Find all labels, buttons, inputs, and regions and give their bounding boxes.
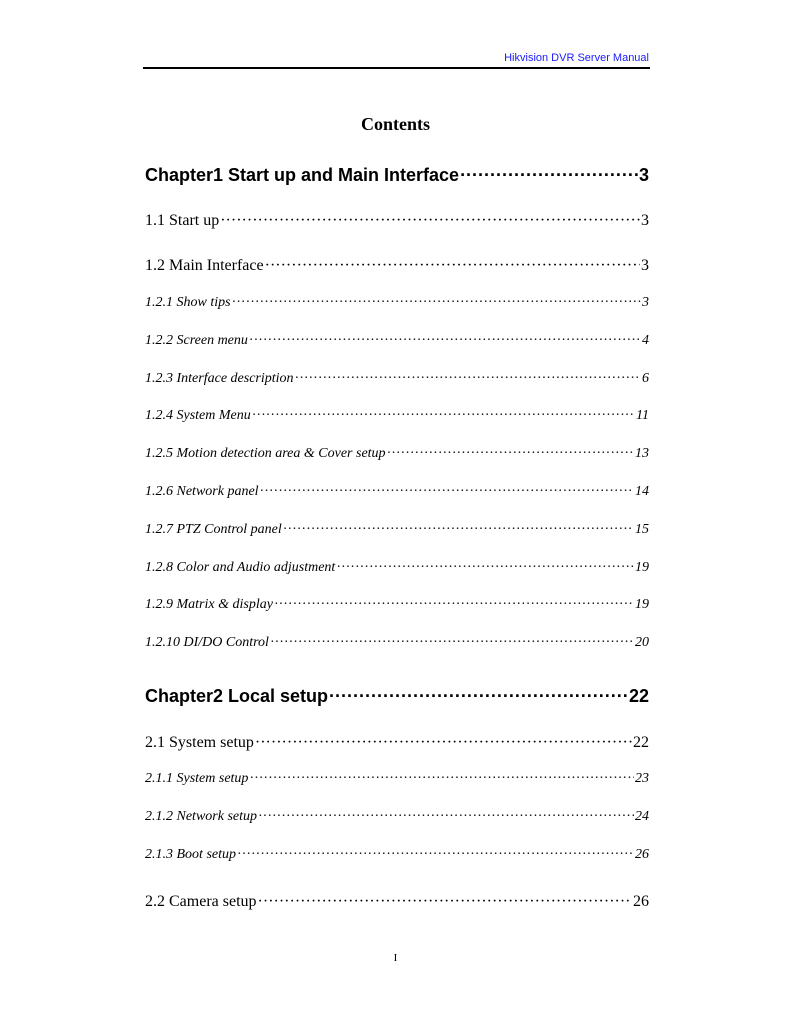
toc-entry-label: 2.1.2 Network setup [145, 809, 257, 824]
toc-entry-page: 26 [635, 847, 649, 862]
toc-entry-page: 22 [633, 734, 649, 751]
toc-entry[interactable] [145, 635, 649, 651]
toc-entry[interactable] [145, 165, 649, 186]
toc-entry-page: 3 [641, 212, 649, 229]
toc-entry[interactable] [145, 597, 649, 613]
toc-entry[interactable] [145, 295, 649, 311]
toc-entry-label: 1.2.3 Interface description [145, 371, 294, 386]
toc-entry-page: 4 [642, 333, 649, 348]
dot-leader [295, 371, 641, 387]
toc-entry-label: 1.2 Main Interface [145, 257, 264, 274]
toc-entry-label: 1.2.4 System Menu [145, 408, 251, 423]
dot-leader [258, 809, 634, 825]
toc-entry-page: 22 [628, 686, 649, 706]
toc-entry-label: 1.2.8 Color and Audio adjustment [145, 560, 336, 575]
toc-entry-label: 2.2 Camera setup [145, 893, 257, 910]
dot-leader [283, 522, 634, 538]
toc-entry[interactable] [145, 560, 649, 576]
dot-leader [274, 597, 634, 613]
toc-entry-label: 2.1.3 Boot setup [145, 847, 236, 862]
toc-entry-page: 3 [641, 257, 649, 274]
dot-leader [249, 771, 634, 787]
toc-entry[interactable] [145, 522, 649, 538]
toc-entry-page: 20 [635, 635, 649, 650]
toc-entry-page: 6 [642, 371, 649, 386]
toc-entry[interactable] [145, 771, 649, 787]
dot-leader [270, 635, 634, 651]
toc-entry[interactable] [145, 686, 649, 707]
toc-entry-label: Chapter2 Local setup [145, 686, 329, 706]
dot-leader [255, 734, 632, 752]
toc-entry[interactable] [145, 446, 649, 462]
toc-entry-page: 11 [636, 408, 649, 423]
toc-entry-page: 23 [635, 771, 649, 786]
toc-entry-page: 13 [635, 446, 649, 461]
running-header: Hikvision DVR Server Manual [504, 52, 649, 64]
toc-entry[interactable] [145, 408, 649, 424]
footer-page-number: I [393, 952, 398, 964]
toc-entry-page: 26 [633, 893, 649, 910]
toc-entry-label: 1.2.10 DI/DO Control [145, 635, 269, 650]
toc-entry-label: 1.2.9 Matrix & display [145, 597, 273, 612]
toc-entry-page: 19 [635, 597, 649, 612]
toc-entry[interactable] [145, 212, 649, 230]
toc-entry-page: 14 [635, 484, 649, 499]
toc-entry-label: 1.1 Start up [145, 212, 220, 229]
toc-entry[interactable] [145, 484, 649, 500]
toc-entry-label: 1.2.7 PTZ Control panel [145, 522, 282, 537]
dot-leader [237, 847, 634, 863]
toc-entry-page: 24 [635, 809, 649, 824]
toc-entry-page: 3 [642, 295, 649, 310]
dot-leader [232, 295, 641, 311]
toc-entry-page: 15 [635, 522, 649, 537]
toc-entry[interactable] [145, 893, 649, 911]
toc-entry-label: 1.2.1 Show tips [145, 295, 231, 310]
dot-leader [265, 257, 640, 275]
toc-entry-label: Chapter1 Start up and Main Interface [145, 165, 460, 185]
header-rule [143, 67, 650, 69]
dot-leader [329, 686, 628, 707]
dot-leader [460, 165, 638, 186]
toc-entry-label: 1.2.6 Network panel [145, 484, 259, 499]
toc-entry[interactable] [145, 809, 649, 825]
dot-leader [336, 560, 634, 576]
toc-entry[interactable] [145, 847, 649, 863]
toc-entry-page: 3 [638, 165, 649, 185]
dot-leader [252, 408, 635, 424]
toc-entry[interactable] [145, 371, 649, 387]
toc-entry[interactable] [145, 734, 649, 752]
dot-leader [387, 446, 634, 462]
toc-entry-page: 19 [635, 560, 649, 575]
toc-title: Contents [360, 114, 430, 134]
dot-leader [220, 212, 640, 230]
dot-leader [260, 484, 634, 500]
dot-leader [258, 893, 632, 911]
toc-entry-label: 1.2.2 Screen menu [145, 333, 248, 348]
toc-entry[interactable] [145, 333, 649, 349]
toc-entry-label: 2.1 System setup [145, 734, 254, 751]
dot-leader [249, 333, 641, 349]
toc-entry[interactable] [145, 257, 649, 275]
toc-entry-label: 1.2.5 Motion detection area & Cover setup [145, 446, 386, 461]
toc-entry-label: 2.1.1 System setup [145, 771, 249, 786]
